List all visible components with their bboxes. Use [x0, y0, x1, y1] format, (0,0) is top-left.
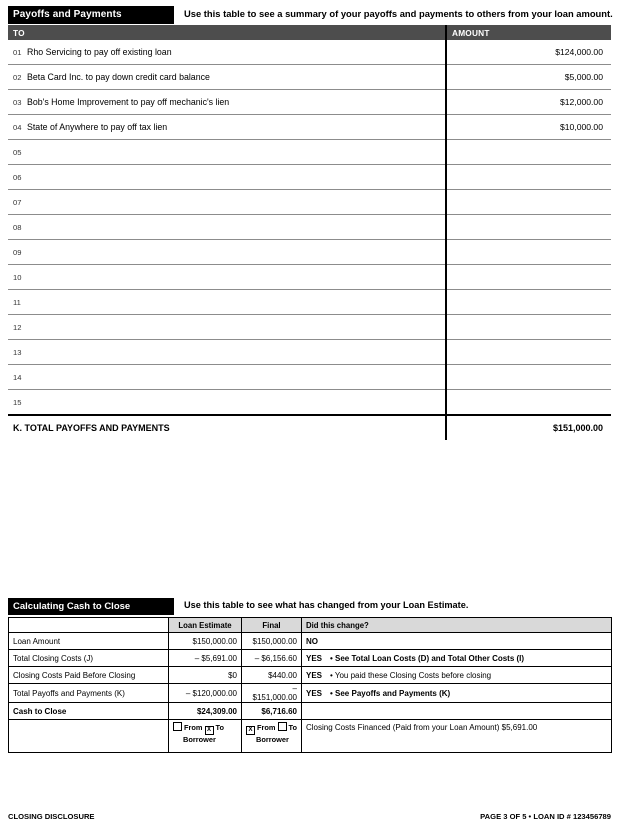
payoffs-section-header: [8, 6, 611, 24]
row-label: Total Closing Costs (J): [9, 650, 169, 667]
loan-estimate-value: – $120,000.00: [169, 684, 242, 703]
payoff-to-cell: [8, 265, 446, 290]
payoff-to-cell: [8, 215, 446, 240]
payoff-to-cell: [8, 65, 446, 90]
did-change-answer: YES: [306, 653, 323, 663]
final-to-checkbox[interactable]: [278, 722, 287, 731]
did-change-answer: NO: [306, 636, 318, 646]
table-row: [8, 315, 611, 340]
column-header-amount: AMOUNT: [446, 25, 611, 40]
footer-page-loan-id: PAGE 3 OF 5 • LOAN ID # 123456789: [480, 812, 611, 821]
row-number: 15: [13, 398, 22, 407]
payoffs-table-header-row: [8, 25, 611, 40]
table-row: [8, 365, 611, 390]
row-number: 14: [13, 373, 22, 382]
payoff-amount-cell: [446, 190, 611, 215]
page-footer: [8, 812, 611, 826]
final-borrower-label: Borrower: [256, 735, 289, 744]
row-label: Beta Card Inc. to pay down credit card balance: [27, 72, 210, 82]
table-row: [8, 215, 611, 240]
row-number: 06: [13, 173, 22, 182]
payoff-amount-cell: [446, 290, 611, 315]
payoff-to-cell: [8, 90, 446, 115]
final-direction-cell: [242, 720, 302, 753]
final-value: – $6,156.60: [242, 650, 302, 667]
row-label: State of Anywhere to pay off tax lien: [27, 122, 168, 132]
column-header-to: TO: [8, 25, 446, 40]
payoff-amount-cell: [446, 390, 611, 416]
payoff-to-cell: [8, 140, 446, 165]
le-to-label: To: [215, 723, 225, 732]
payoffs-total-amount: $151,000.00: [446, 415, 611, 440]
table-row: [9, 633, 612, 650]
row-label: Bob's Home Improvement to pay off mechanic's lien: [27, 97, 230, 107]
payoffs-table: [8, 25, 611, 440]
cash-to-close-title: Calculating Cash to Close: [8, 598, 174, 615]
payoff-to-cell: [8, 390, 446, 416]
le-direction-line: [173, 722, 237, 735]
le-from-checkbox[interactable]: [173, 722, 182, 731]
table-row: [8, 240, 611, 265]
le-from-label: From: [184, 723, 203, 732]
row-number: 08: [13, 223, 22, 232]
table-row: [8, 165, 611, 190]
payoff-to-cell: [8, 290, 446, 315]
row-number: 09: [13, 248, 22, 257]
did-change-cell: [302, 633, 612, 650]
cash-to-close-table: [8, 617, 612, 753]
payoff-amount-cell: $124,000.00: [446, 40, 611, 65]
payoff-amount-cell: $12,000.00: [446, 90, 611, 115]
row-label: Closing Costs Paid Before Closing: [9, 667, 169, 684]
table-row: [8, 340, 611, 365]
row-number: 04: [13, 123, 22, 132]
row-label: Rho Servicing to pay off existing loan: [27, 47, 172, 57]
did-change-note: • See Total Loan Costs (D) and Total Other Costs (I): [330, 653, 525, 663]
row-label: Total Payoffs and Payments (K): [9, 684, 169, 703]
le-borrower-label: Borrower: [183, 735, 216, 744]
final-from-checkbox[interactable]: [246, 726, 255, 735]
did-change-answer: YES: [306, 688, 323, 698]
did-change-answer: YES: [306, 670, 323, 680]
le-to-checkbox[interactable]: [205, 726, 214, 735]
table-row: [8, 40, 611, 65]
payoff-amount-cell: [446, 365, 611, 390]
row-number: 02: [13, 73, 22, 82]
payoff-amount-cell: [446, 315, 611, 340]
payoff-amount-cell: [446, 215, 611, 240]
payoff-amount-cell: [446, 140, 611, 165]
final-to-label: To: [288, 723, 298, 732]
did-change-note: • You paid these Closing Costs before closing: [330, 670, 492, 680]
final-value: $440.00: [242, 667, 302, 684]
payoff-amount-cell: $10,000.00: [446, 115, 611, 140]
payoff-to-cell: [8, 365, 446, 390]
payoff-amount-cell: [446, 165, 611, 190]
cash-to-close-header-row: [9, 618, 612, 633]
row-number: 07: [13, 198, 22, 207]
payoff-amount-cell: [446, 340, 611, 365]
did-change-cell: [302, 684, 612, 703]
loan-estimate-direction-cell: [169, 720, 242, 753]
column-header-did-this-change: Did this change?: [302, 618, 612, 633]
final-direction-line: [246, 722, 297, 735]
row-number: 01: [13, 48, 22, 57]
cash-to-close-direction-row: [9, 720, 612, 753]
loan-estimate-value: $24,309.00: [169, 703, 242, 720]
column-header-loan-estimate: Loan Estimate: [169, 618, 242, 633]
loan-estimate-value: $150,000.00: [169, 633, 242, 650]
closing-costs-financed-note: [302, 720, 612, 753]
direction-blank-cell: [9, 720, 169, 753]
table-row: [9, 684, 612, 703]
table-row: [8, 115, 611, 140]
did-change-cell: [302, 650, 612, 667]
payoffs-total-row: [8, 415, 611, 440]
final-value: $6,716.60: [242, 703, 302, 720]
column-header-blank: [9, 618, 169, 633]
cash-to-close-final-row: [9, 703, 612, 720]
loan-estimate-value: $0: [169, 667, 242, 684]
column-header-final: Final: [242, 618, 302, 633]
payoff-to-cell: [8, 340, 446, 365]
did-change-cell: [302, 667, 612, 684]
table-row: [9, 667, 612, 684]
final-value: – $151,000.00: [242, 684, 302, 703]
payoff-to-cell: [8, 165, 446, 190]
payoff-to-cell: [8, 115, 446, 140]
payoff-to-cell: [8, 315, 446, 340]
row-number: 03: [13, 98, 22, 107]
cash-to-close-subtitle: Use this table to see what has changed from your Loan Estimate.: [184, 600, 469, 610]
did-change-note: • See Payoffs and Payments (K): [330, 688, 451, 698]
payoffs-section-title: Payoffs and Payments: [8, 6, 174, 24]
payoffs-total-label: K. TOTAL PAYOFFS AND PAYMENTS: [8, 415, 446, 440]
row-number: 11: [13, 298, 21, 307]
table-row: [8, 265, 611, 290]
payoff-to-cell: [8, 190, 446, 215]
final-value: $150,000.00: [242, 633, 302, 650]
payoffs-section-subtitle: Use this table to see a summary of your payoffs and payments to others from your loan amount.: [184, 8, 613, 19]
table-row: [8, 290, 611, 315]
payoff-amount-cell: $5,000.00: [446, 65, 611, 90]
row-number: 12: [13, 323, 22, 332]
table-row: [8, 65, 611, 90]
table-row: [8, 90, 611, 115]
payoff-to-cell: [8, 40, 446, 65]
final-row-blank-cell: [302, 703, 612, 720]
table-row: [9, 650, 612, 667]
final-from-label: From: [257, 723, 276, 732]
financed-note-text: Closing Costs Financed (Paid from your Loan Amount) $5,691.00: [306, 723, 538, 732]
row-number: 10: [13, 273, 22, 282]
cash-to-close-section-header: [8, 598, 611, 615]
payoff-amount-cell: [446, 265, 611, 290]
footer-document-title: CLOSING DISCLOSURE: [8, 812, 95, 821]
row-number: 05: [13, 148, 22, 157]
payoff-to-cell: [8, 240, 446, 265]
row-label: Loan Amount: [9, 633, 169, 650]
loan-estimate-value: – $5,691.00: [169, 650, 242, 667]
row-label: Cash to Close: [9, 703, 169, 720]
row-number: 13: [13, 348, 22, 357]
table-row: [8, 140, 611, 165]
payoff-amount-cell: [446, 240, 611, 265]
table-row: [8, 390, 611, 416]
table-row: [8, 190, 611, 215]
